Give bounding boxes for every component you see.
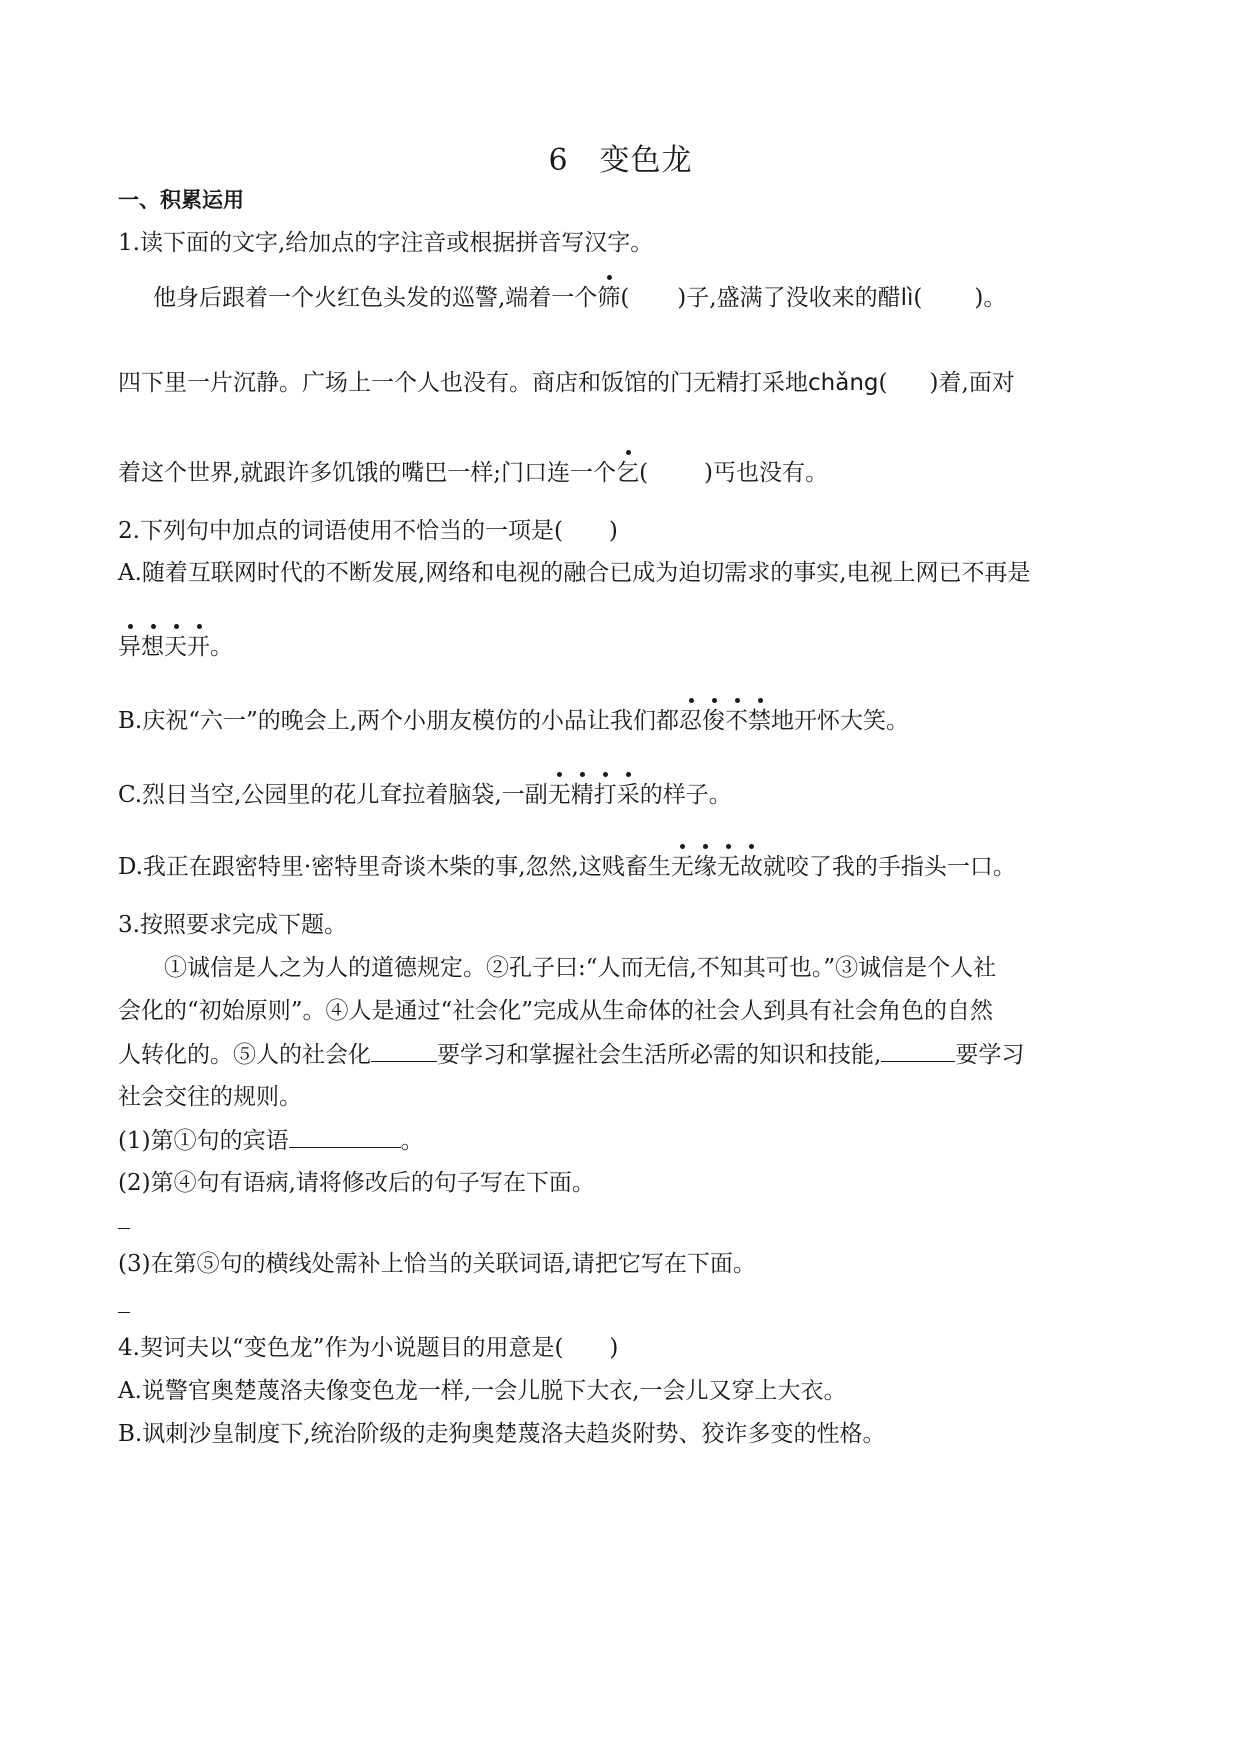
dotted-char: 开 (187, 634, 210, 660)
dotted-char: 异 (118, 634, 141, 660)
q1-line-1 (153, 283, 1006, 313)
q4-option-a: A.说警官奥楚蔑洛夫像变色龙一样,一会儿脱下大衣,一会儿又穿上大衣。 (118, 1378, 847, 1404)
q2-option-a-cont (118, 632, 233, 662)
paren-open: ( (639, 460, 649, 486)
dotted-char: 天 (164, 634, 187, 660)
q2-option-c (118, 780, 732, 810)
dotted-char: 无 (670, 854, 694, 880)
q1-text: 着这个世界,就跟许多饥饿的嘴巴一样;门口连一个 (118, 460, 617, 486)
q3-stem: 3.按照要求完成下题。 (118, 912, 347, 938)
section-heading: 一、积累运用 (118, 188, 244, 212)
q4-option-b: B.讽刺沙皇制度下,统治阶级的走狗奥楚蔑洛夫趋炎附势、狡诈多变的性格。 (118, 1421, 886, 1447)
q1-text: )着,面对 (929, 370, 1015, 396)
q1-text: 四下里一片沉静。广场上一个人也没有。商店和饭馆的门无精打采地 (118, 370, 808, 396)
q1-text: 他身后跟着一个火红色头发的巡警,端着一个 (153, 285, 598, 311)
q2-text: 的样子。 (639, 782, 732, 808)
q3-text: 要学习和掌握社会生活所必需的知识和技能, (437, 1042, 882, 1068)
answer-blank[interactable] (371, 1039, 437, 1062)
dotted-phrase (118, 634, 210, 660)
q2-text: 就咬了我的手指头一口。 (762, 854, 1016, 880)
q2-text: C.烈日当空,公园里的花儿耷拉着脑袋,一副 (118, 782, 548, 808)
q3-text: 。 (400, 1128, 424, 1154)
answer-line[interactable] (118, 1312, 130, 1313)
pinyin: chǎng (808, 370, 879, 396)
q3-sub-2: (2)第④句有语病,请将修改后的句子写在下面。 (118, 1170, 595, 1196)
dotted-char: 打 (593, 782, 617, 808)
q3-passage-line-2: 会化的“初始原则”。④人是通过“社会化”完成从生命体的社会人到具有社会角色的自然 (118, 998, 994, 1024)
q2-text: 地开怀大笑。 (771, 708, 910, 734)
paren-open: ( (913, 285, 923, 311)
dotted-char: 故 (739, 854, 763, 880)
q3-passage-line-1: ①诚信是人之为人的道德规定。②孔子曰:“人而无信,不知其可也。”③诚信是个人社 (164, 955, 997, 981)
q2-option-d (118, 852, 1016, 882)
q2-text: D.我正在跟密特里·密特里奇谈木柴的事,忽然,这贱畜生 (118, 854, 671, 880)
q3-passage-line-3 (118, 1039, 1024, 1070)
answer-line[interactable] (118, 1228, 130, 1229)
q3-text: 要学习 (955, 1042, 1025, 1068)
q2-option-a: A.随着互联网时代的不断发展,网络和电视的融合已成为迫切需求的事实,电视上网已不再是 (118, 560, 1031, 586)
q1-text: )丐也没有。 (704, 460, 829, 486)
paren-open: ( (878, 370, 888, 396)
dotted-char: 禁 (748, 708, 772, 734)
dotted-char: 不 (725, 708, 749, 734)
q2-text: B.庆祝“六一”的晚会上,两个小朋友模仿的小品让我们都 (118, 708, 680, 734)
q4-stem: 4.契诃夫以“变色龙”作为小说题目的用意是( ) (118, 1335, 619, 1361)
paren-close: )。 (974, 285, 1007, 311)
q3-text: (1)第①句的宾语 (118, 1128, 289, 1154)
dotted-char: 缘 (693, 854, 717, 880)
dotted-char: 精 (570, 782, 594, 808)
q2-option-b (118, 706, 909, 736)
q3-passage-line-4: 社会交往的规则。 (118, 1084, 302, 1110)
dotted-char: 忍 (679, 708, 703, 734)
dotted-char: 无 (547, 782, 571, 808)
q3-text: 人转化的。⑤人的社会化 (118, 1042, 371, 1068)
dotted-char: 筛 (597, 285, 621, 311)
q1-line-2 (118, 368, 1015, 398)
paren-open: ( (620, 285, 630, 311)
pinyin: lì (900, 285, 914, 311)
q3-sub-1 (118, 1125, 424, 1156)
dotted-char: 采 (616, 782, 640, 808)
dotted-char: 无 (716, 854, 740, 880)
dotted-char: 想 (141, 634, 164, 660)
dotted-char: 乞 (616, 460, 640, 486)
q2-stem: 2.下列句中加点的词语使用不恰当的一项是( ) (118, 518, 618, 544)
q1-text: )子,盛满了没收来的醋 (677, 285, 901, 311)
answer-blank[interactable] (289, 1125, 401, 1148)
answer-blank[interactable] (881, 1039, 955, 1062)
q3-sub-3: (3)在第⑤句的横线处需补上恰当的关联词语,请把它写在下面。 (118, 1251, 756, 1277)
page-title: 6 变色龙 (548, 143, 693, 178)
dotted-char: 俊 (702, 708, 726, 734)
q1-line-3 (118, 458, 828, 488)
q2-text: 。 (210, 634, 233, 660)
q1-stem: 1.读下面的文字,给加点的字注音或根据拼音写汉字。 (118, 230, 654, 256)
